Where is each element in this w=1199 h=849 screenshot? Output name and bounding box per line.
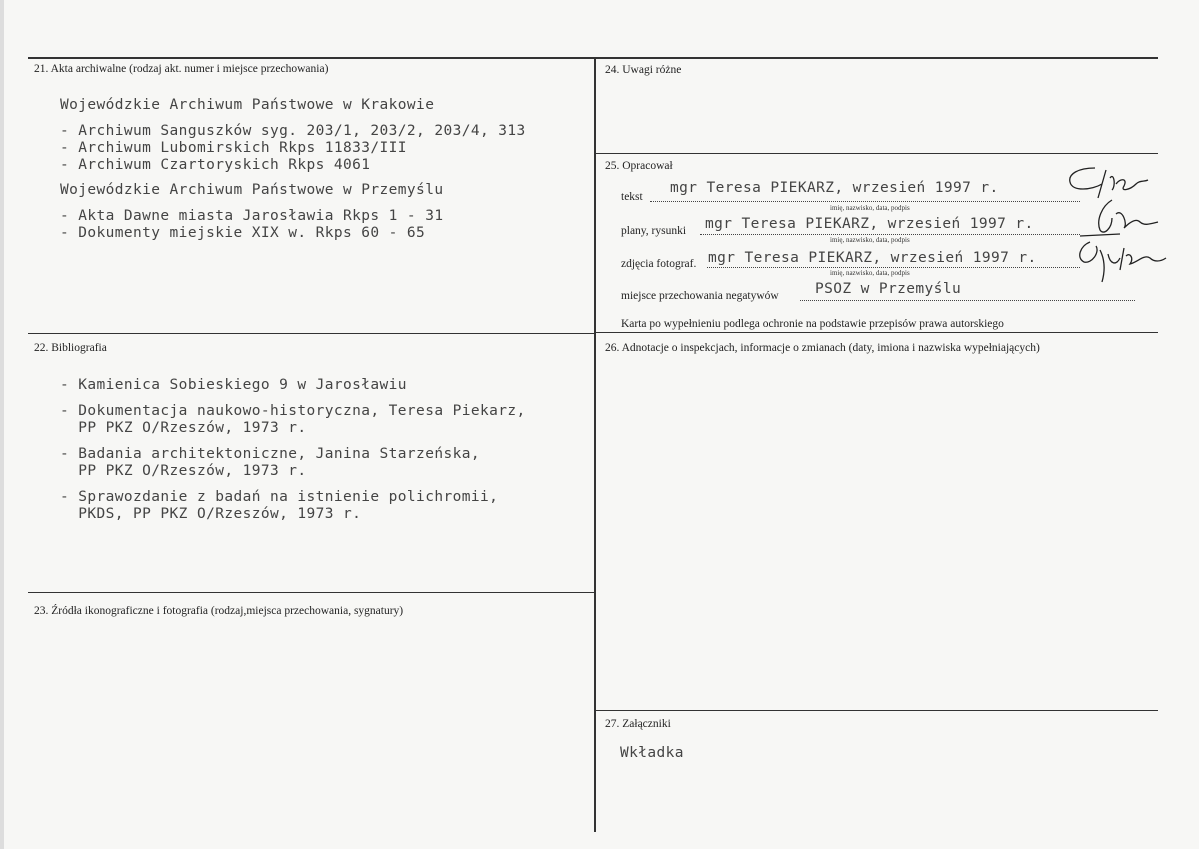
section-22-label: 22. Bibliografia: [34, 342, 107, 354]
author-row-value-text: mgr Teresa PIEKARZ, wrzesień 1997 r.: [670, 180, 999, 196]
section-27-label: 27. Załączniki: [605, 718, 671, 730]
archive-line: Wojewódzkie Archiwum Państwowe w Krakowie: [60, 97, 435, 113]
negatives-value: PSOZ w Przemyślu: [815, 281, 962, 297]
author-row-caption: imię, nazwisko, data, podpis: [830, 236, 910, 244]
author-row-caption: imię, nazwisko, data, podpis: [830, 204, 910, 212]
archive-line: - Akta Dawne miasta Jarosławia Rkps 1 - 31: [60, 208, 444, 224]
author-row-label-plans: plany, rysunki: [621, 225, 687, 237]
archive-line: - Archiwum Sanguszków syg. 203/1, 203/2, 203/4, 313: [60, 123, 526, 139]
left-rule-21-22: [28, 333, 595, 334]
attachments-value: Wkładka: [620, 745, 684, 761]
archive-line: - Archiwum Lubomirskich Rkps 11833/III: [60, 140, 407, 156]
author-row-value-photos: mgr Teresa PIEKARZ, wrzesień 1997 r.: [708, 250, 1037, 266]
section-21-label: 21. Akta archiwalne (rodzaj akt. numer i miejsce przechowania): [34, 63, 329, 75]
archive-line: - Dokumenty miejskie XIX w. Rkps 60 - 65: [60, 225, 426, 241]
author-row-value-plans: mgr Teresa PIEKARZ, wrzesień 1997 r.: [705, 216, 1034, 232]
negatives-line: [800, 300, 1135, 301]
negatives-label: miejsce przechowania negatywów: [621, 290, 779, 302]
bibliography-line: - Kamienica Sobieskiego 9 w Jarosławiu: [60, 377, 407, 393]
copyright-note: Karta po wypełnieniu podlega ochronie na podstawie przepisów prawa autorskiego: [621, 318, 1004, 330]
author-row-label-text: tekst: [621, 191, 643, 203]
author-row-caption: imię, nazwisko, data, podpis: [830, 269, 910, 277]
bibliography-line: - Sprawozdanie z badań na istnienie polichromii,: [60, 489, 499, 505]
page-edge: [0, 0, 4, 849]
right-rule-26-27: [595, 710, 1158, 711]
center-divider: [594, 57, 596, 832]
top-rule: [28, 57, 1158, 59]
bibliography-line: PP PKZ O/Rzeszów, 1973 r.: [60, 420, 307, 436]
bibliography-line: PKDS, PP PKZ O/Rzeszów, 1973 r.: [60, 506, 362, 522]
bibliography-line: - Dokumentacja naukowo-historyczna, Teresa Piekarz,: [60, 403, 526, 419]
author-row-line: [707, 267, 1080, 268]
section-26-label: 26. Adnotacje o inspekcjach, informacje o zmianach (daty, imiona i nazwiska wypełniających): [605, 342, 1040, 354]
author-row-line: [650, 201, 1080, 202]
section-25-label: 25. Opracował: [605, 160, 673, 172]
section-23-label: 23. Źródła ikonograficzne i fotografia (rodzaj,miejsca przechowania, sygnatury): [34, 605, 404, 617]
bibliography-line: PP PKZ O/Rzeszów, 1973 r.: [60, 463, 307, 479]
section-24-label: 24. Uwagi różne: [605, 64, 682, 76]
author-row-line: [700, 234, 1080, 235]
right-rule-24-25: [595, 153, 1158, 154]
right-rule-25-26: [595, 332, 1158, 333]
author-row-label-photos: zdjęcia fotograf.: [621, 258, 697, 270]
archive-line: Wojewódzkie Archiwum Państwowe w Przemyślu: [60, 182, 444, 198]
bibliography-line: - Badania architektoniczne, Janina Starzeńska,: [60, 446, 480, 462]
left-rule-22-23: [28, 592, 595, 593]
signature-3: [1060, 236, 1170, 286]
archive-line: - Archiwum Czartoryskich Rkps 4061: [60, 157, 371, 173]
